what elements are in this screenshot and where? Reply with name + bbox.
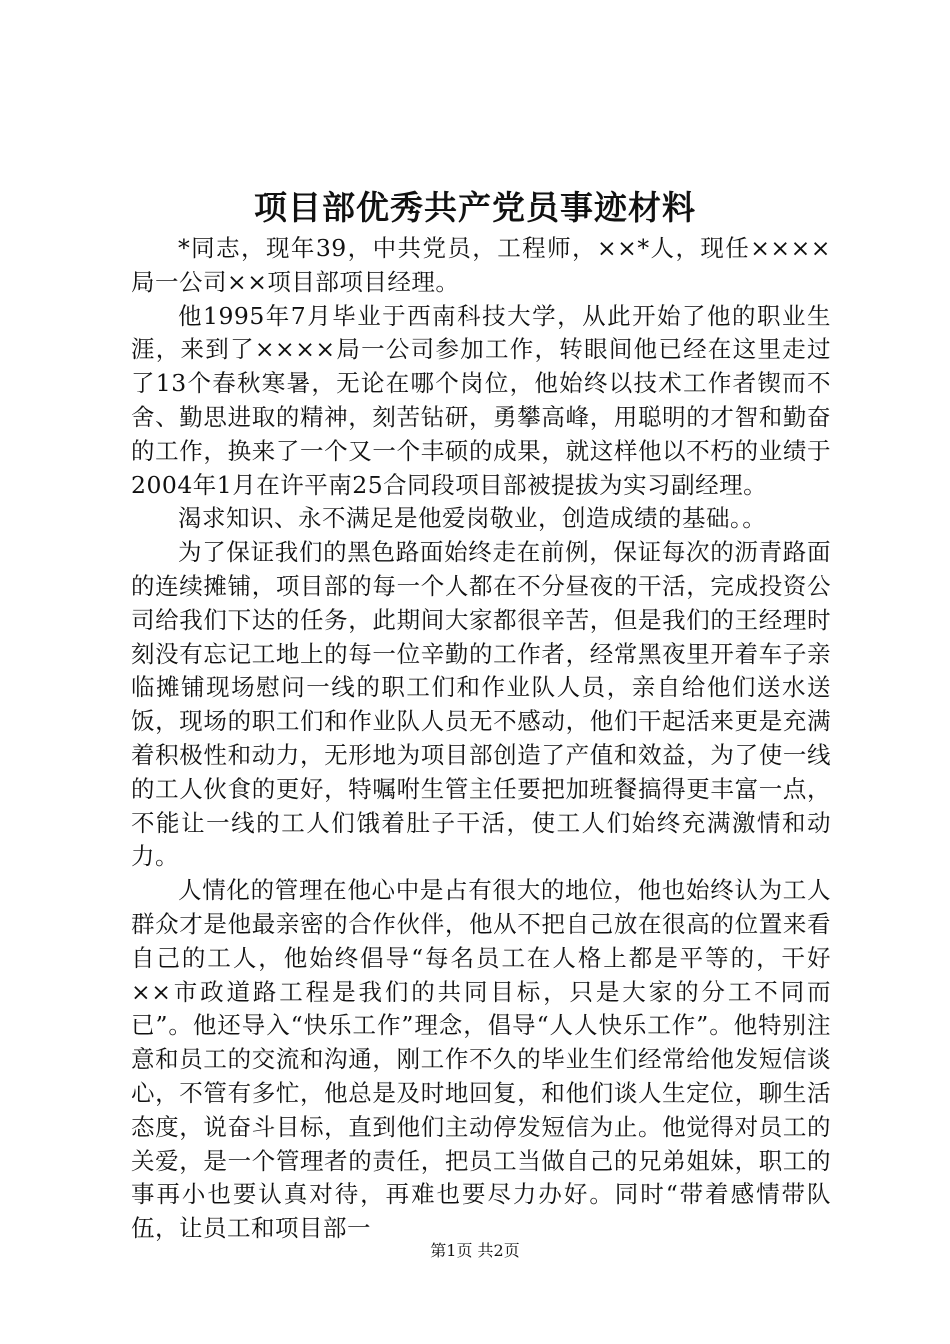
document-title: 项目部优秀共产党员事迹材料 <box>254 188 696 227</box>
paragraph-management: 人情化的管理在他心中是占有很大的地位，他也始终认为工人群众才是他最亲密的合作伙伴，他从不把自己放在很高的位置来看自己的工人，他始终倡导“每名员工在人格上都是平等的，干好××市政道路工程是我们的共同目标，只是大家的分工不同而已”。他还导入“快乐工作”理念，倡导“人人快乐工作”。他特别注意和员工的交流和沟通，刚工作不久的毕业生们经常给他发短信谈心，不管有多忙，他总是及时地回复，和他们谈人生定位，聊生活态度，说奋斗目标，直到他们主动停发短信为止。他觉得对员工的关爱，是一个管理者的责任，把员工当做自己的兄弟姐妹，职工的事再小也要认真对待，再难也要尽力办好。同时“带着感情带队伍，让员工和项目部一 <box>131 876 831 1243</box>
document-body <box>131 232 831 1246</box>
paragraph-paving: 为了保证我们的黑色路面始终走在前例，保证每次的沥青路面的连续摊铺，项目部的每一个人都在不分昼夜的干活，完成投资公司给我们下达的任务，此期间大家都很辛苦，但是我们的王经理时刻没有忘记工地上的每一位辛勤的工作者，经常黑夜里开着车子亲临摊铺现场慰问一线的职工们和作业队人员，亲自给他们送水送饭，现场的职工们和作业队人员无不感动，他们干起活来更是充满着积极性和动力，无形地为项目部创造了产值和效益，为了使一线的工人伙食的更好，特嘱咐生管主任要把加班餐搞得更丰富一点，不能让一线的工人们饿着肚子干活，使工人们始终充满激情和动力。 <box>131 538 831 871</box>
paragraph-intro: *同志，现年39，中共党员，工程师，××*人，现任××××局一公司××项目部项目经理。 <box>131 234 831 296</box>
page-footer: 第1页 共2页 <box>430 1241 520 1260</box>
paragraph-career: 他1995年7月毕业于西南科技大学，从此开始了他的职业生涯，来到了××××局一公司参加工作，转眼间他已经在这里走过了13个春秋寒暑，无论在哪个岗位，他始终以技术工作者锲而不舍、勤思进取的精神，刻苦钻研，勇攀高峰，用聪明的才智和勤奋的工作，换来了一个又一个丰硕的成果，就这样他以不朽的业绩于2004年1月在许平南25合同段项目部被提拔为实习副经理。 <box>131 301 831 499</box>
paragraph-knowledge: 渴求知识、永不满足是他爱岗敬业，创造成绩的基础。。 <box>178 504 767 533</box>
